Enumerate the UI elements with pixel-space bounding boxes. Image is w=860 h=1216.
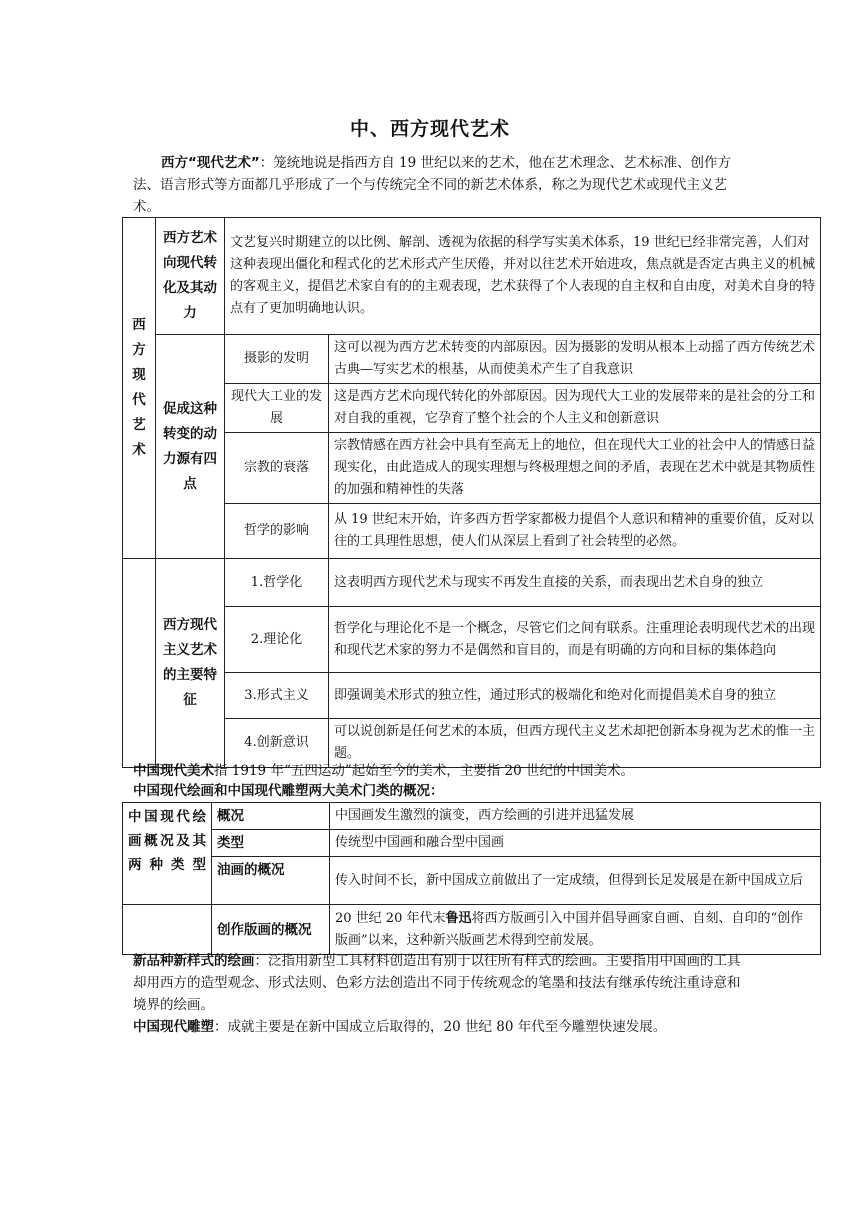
cause-name: 现代大工业的发展 xyxy=(225,384,329,433)
china-intro xyxy=(133,760,823,782)
row-text: 传入时间不长，新中国成立前做出了一定成绩，但得到长足发展是在新中国成立后 xyxy=(330,857,821,905)
cause-name: 哲学的影响 xyxy=(225,504,329,559)
sculpture-text: ：成就主要是在新中国成立后取得的，20 世纪 80 年代至今雕塑快速发展。 xyxy=(214,1019,667,1035)
cause-name: 宗教的衰落 xyxy=(225,433,329,504)
intro-term: 西方“现代艺术” xyxy=(161,155,260,171)
china-subtitle: 中国现代绘画和中国现代雕塑两大美术门类的概况： xyxy=(133,783,444,799)
cause-text: 这是西方艺术向现代转化的外部原因。因为现代大工业的发展带来的是社会的分工和对自我的重视，它孕育了整个社会的个人主义和创新意识 xyxy=(329,384,821,433)
sculpture-term: 中国现代雕塑 xyxy=(133,1019,214,1035)
transition-text: 文艺复兴时期建立的以比例、解剖、透视为依据的科学写实美术体系，19 世纪已经非常完善，人们对这种表现出僵化和程式化的艺术形式产生厌倦，并对以往艺术开始进攻，焦点就是否定古典主义的机械的客观主义，提倡艺术家自有的的主观表现，艺术获得了个人表现的自主权和自由度，对美术自身的特点有了更加明确地认识。 xyxy=(225,218,821,335)
print-text xyxy=(330,905,821,955)
feature-text: 即强调美术形式的独立性，通过形式的极端化和绝对化而提倡美术自身的独立 xyxy=(329,673,821,719)
china-painting-table xyxy=(122,802,821,955)
china-intro-text: 指 1919 年“五四运动”起始至今的美术，主要指 20 世纪的中国美术。 xyxy=(214,763,635,779)
china-painting-header: 中国现代绘画概况及其两种类型 xyxy=(123,803,212,905)
new-painting-paragraph xyxy=(133,950,743,1016)
feature-text: 这表明西方现代艺术与现实不再发生直接的关系，而表现出艺术自身的独立 xyxy=(329,559,821,607)
feature-name: 2.理论化 xyxy=(225,607,329,673)
cause-text: 这可以视为西方艺术转变的内部原因。因为摄影的发明从根本上动摇了西方传统艺术古典—写实艺术的根基，从而使美术产生了自我意识 xyxy=(329,335,821,384)
feature-name: 4.创新意识 xyxy=(225,719,329,768)
cause-text: 从 19 世纪末开始，许多西方哲学家都极力提倡个人意识和精神的重要价值，反对以往的工具理性思想，使人们从深层上看到了社会转型的必然。 xyxy=(329,504,821,559)
feature-name: 1.哲学化 xyxy=(225,559,329,607)
feature-text: 可以说创新是任何艺术的本质，但西方现代主义艺术却把创新本身视为艺术的惟一主题。 xyxy=(329,719,821,768)
print-text-before: 20 世纪 20 年代末 xyxy=(335,910,446,926)
page-title: 中、西方现代艺术 xyxy=(349,118,510,140)
china-intro-term: 中国现代美术 xyxy=(133,763,214,779)
row-text: 中国画发生激烈的演变，西方绘画的引进并迅猛发展 xyxy=(330,803,821,830)
causes-label: 促成这种转变的动力源有四点 xyxy=(156,335,225,559)
western-modern-art-label: 西方现代艺术 xyxy=(123,218,156,559)
row-label: 概况 xyxy=(212,803,330,830)
western-art-table xyxy=(122,217,821,768)
feature-text: 哲学化与理论化不是一个概念，尽管它们之间有联系。注重理论表明现代艺术的出现和现代艺术家的努力不是偶然和盲目的，而是有明确的方向和目标的集体趋向 xyxy=(329,607,821,673)
row-label: 油画的概况 xyxy=(212,857,330,905)
new-painting-term: 新品种新样式的绘画 xyxy=(133,953,255,969)
print-label: 创作版画的概况 xyxy=(212,905,330,955)
row-text: 传统型中国画和融合型中国画 xyxy=(330,830,821,857)
row-label: 类型 xyxy=(212,830,330,857)
features-label: 西方现代主义艺术的主要特征 xyxy=(156,559,225,768)
print-text-after: 将西方版画引入中国并倡导画家自画、自刻、自印的“创作版画”以来，这种新兴版画艺术得到空前发展。 xyxy=(335,910,804,948)
cause-name: 摄影的发明 xyxy=(225,335,329,384)
cause-text: 宗教情感在西方社会中具有至高无上的地位，但在现代大工业的社会中人的情感日益现实化，由此造成人的现实理想与终极理想之间的矛盾，表现在艺术中就是其物质性的加强和精神性的失落 xyxy=(329,433,821,504)
feature-name: 3.形式主义 xyxy=(225,673,329,719)
transition-label: 西方艺术向现代转化及其动力 xyxy=(156,218,225,335)
intro-paragraph xyxy=(133,152,743,218)
intro-text: ：笼统地说是指西方自 19 世纪以来的艺术，他在艺术理念、艺术标准、创作方法、语言形式等方面都几乎形成了一个与传统完全不同的新艺术体系，称之为现代艺术或现代主义艺术。 xyxy=(133,155,732,215)
new-painting-text: ：泛指用新型工具材料创造出有别于以往所有样式的绘画。主要指用中国画的工具却用西方的造型观念、形式法则、色彩方法创造出不同于传统观念的笔墨和技法有继承传统注重诗意和境界的绘画。 xyxy=(133,953,741,1013)
sculpture-paragraph xyxy=(133,1016,823,1038)
empty-cell xyxy=(123,905,212,955)
lu-xun-name: 鲁迅 xyxy=(445,910,472,926)
empty-cell xyxy=(123,559,156,768)
